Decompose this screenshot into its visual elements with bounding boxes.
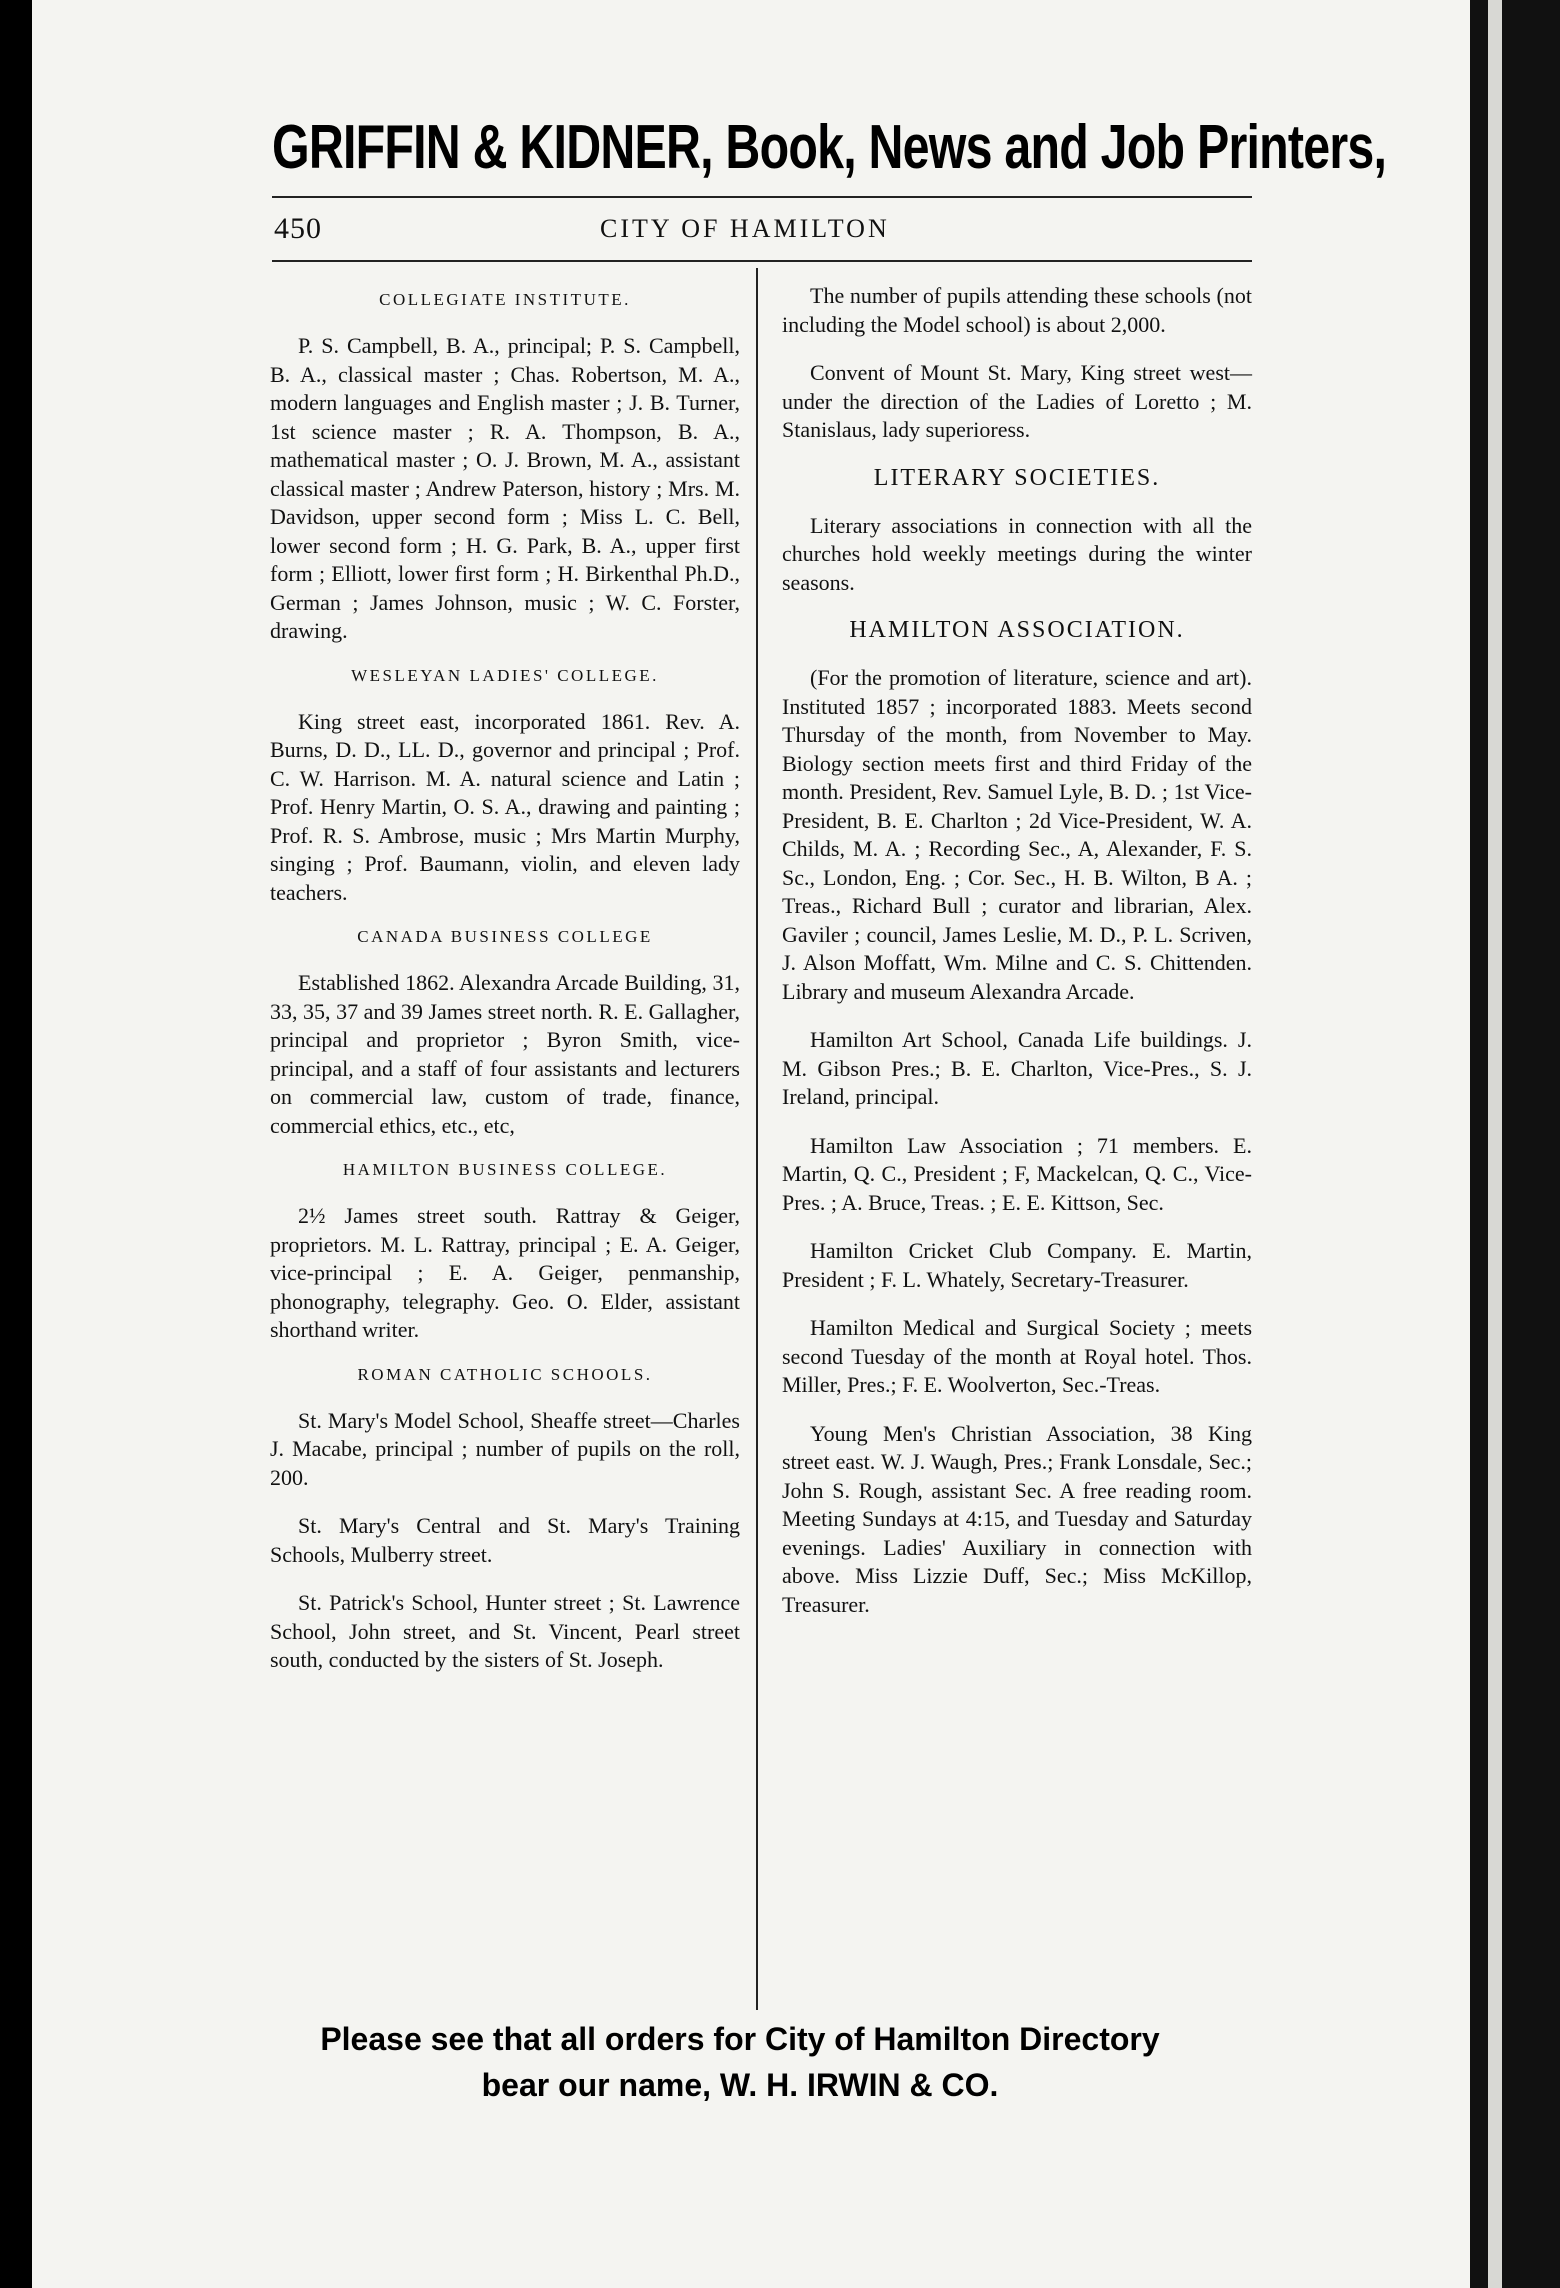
column-divider (756, 268, 758, 2010)
section-entry: P. S. Campbell, B. A., principal; P. S. Campbell, B. A., classical master ; Chas. Robertson, M. A., modern languages and English master ; J. B. Turner, 1st science master ; R. A. Thompson, B. A., mathematical master ; O. J. Brown, M. A., assistant classical master ; Andrew Paterson, history ; Mrs. M. Davidson, upper second form ; Miss L. C. Bell, lower second form ; H. G. Park, B. A., upper first form ; Elliott, lower first form ; H. Birkenthal Ph.D., German ; James Johnson, music ; W. C. Forster, drawing. (270, 333, 740, 643)
section-entry: St. Mary's Central and St. Mary's Training Schools, Mulberry street. (270, 1513, 740, 1567)
running-title: CITY OF HAMILTON (600, 214, 890, 243)
footer-line-1: Please see that all orders for City of Hamilton Directory (320, 2021, 1160, 2057)
page-edge-highlight (1488, 0, 1502, 2288)
section-entry: St. Patrick's School, Hunter street ; St. Lawrence School, John street, and St. Vincent, Pearl street south, conducted by the sisters of St. Joseph. (270, 1590, 740, 1672)
section-heading: HAMILTON BUSINESS COLLEGE. (342, 1160, 668, 1179)
section-entry: Hamilton Medical and Surgical Society ; meets second Tuesday of the month at Royal hotel. Thos. Miller, Pres.; F. E. Woolverton, Sec.-Treas. (782, 1315, 1252, 1397)
page-edge-strip (1470, 0, 1560, 2288)
section-entry: Hamilton Law Association ; 71 members. E. Martin, Q. C., President ; F, Mackelcan, Q. C., Vice-Pres. ; A. Bruce, Treas. ; E. E. Kittson, Sec. (782, 1132, 1252, 1215)
right-column (782, 282, 1252, 1639)
header-rule (272, 260, 1252, 262)
section-entry: Hamilton Cricket Club Company. E. Martin, President ; F. L. Whately, Secretary-Treasurer. (782, 1238, 1252, 1292)
section-entry: 2½ James street south. Rattray & Geiger, proprietors. M. L. Rattray, principal ; E. A. Geiger, vice-principal ; E. A. Geiger, penmanship, phonography, telegraphy. Geo. O. Elder, assistant shorthand writer. (270, 1203, 740, 1342)
section-entry: Young Men's Christian Association, 38 King street east. W. J. Waugh, Pres.; Frank Lonsdale, Sec.; John S. Rough, assistant Sec. A free reading room. Meeting Sundays at 4:15, and Tuesday and Saturday evenings. Ladies' Auxiliary in connection with above. Miss Lizzie Duff, Sec.; Miss McKillop, Treasurer. (782, 1420, 1252, 1617)
section-entry: St. Mary's Model School, Sheaffe street—Charles J. Macabe, principal ; number of pupils on the roll, 200. (270, 1407, 740, 1490)
section-heading: CANADA BUSINESS COLLEGE (357, 927, 653, 946)
left-column (270, 282, 740, 1695)
footer-line-2: bear our name, W. H. IRWIN & CO. (481, 2067, 999, 2103)
section-entry: The number of pupils attending these schools (not including the Model school) is about 2,000. (782, 283, 1252, 337)
section-entry: King street east, incorporated 1861. Rev. A. Burns, D. D., LL. D., governor and principal ; Prof. C. W. Harrison. M. A. natural science and Latin ; Prof. Henry Martin, O. S. A., drawing and painting ; Prof. R. S. Ambrose, music ; Mrs Martin Murphy, singing ; Prof. Baumann, violin, and eleven lady teachers. (270, 708, 740, 905)
page-number: 450 (274, 212, 322, 245)
section-entry: (For the promotion of literature, science and art). Instituted 1857 ; incorporated 1883. Meets second Thursday of the month, from November to May. Biology section meets first and third Friday of the month. President, Rev. Samuel Lyle, B. D. ; 1st Vice-President, B. E. Charlton ; 2d Vice-President, W. A. Childs, M. A. ; Recording Sec., A, Alexander, F. S. Sc., London, Eng. ; Cor. Sec., H. B. Wilton, B A. ; Treas., Richard Bull ; curator and librarian, Alex. Gaviler ; council, James Leslie, M. D., P. L. Scriven, J. Alson Moffatt, Wm. Milne and C. S. Chittenden. Library and museum Alexandra Arcade. (782, 665, 1252, 1004)
section-entry: Literary associations in connection with all the churches hold weekly meetings during the winter seasons. (782, 512, 1252, 595)
section-heading: HAMILTON ASSOCIATION. (849, 617, 1185, 643)
section-entry: Established 1862. Alexandra Arcade Building, 31, 33, 35, 37 and 39 James street north. R. E. Gallagher, principal and proprietor ; Byron Smith, vice-principal, and a staff of four assistants and lecturers on commercial law, custom of trade, finance, commercial ethics, etc., etc, (270, 970, 740, 1138)
banner-rule (272, 196, 1252, 198)
section-heading: WESLEYAN LADIES' COLLEGE. (351, 665, 659, 685)
section-heading: COLLEGIATE INSTITUTE. (379, 290, 631, 309)
section-heading: ROMAN CATHOLIC SCHOOLS. (357, 1364, 653, 1384)
footer-notice (210, 2016, 1270, 2108)
printer-banner: GRIFFIN & KIDNER, Book, News and Job Printers, (272, 113, 1387, 182)
section-entry: Convent of Mount St. Mary, King street west—under the direction of the Ladies of Loretto ; M. Stanislaus, lady superioress. (782, 360, 1252, 442)
directory-page (32, 0, 1470, 2288)
section-entry: Hamilton Art School, Canada Life buildings. J. M. Gibson Pres.; B. E. Charlton, Vice-Pres., S. J. Ireland, principal. (782, 1027, 1252, 1109)
section-heading: LITERARY SOCIETIES. (873, 464, 1161, 491)
